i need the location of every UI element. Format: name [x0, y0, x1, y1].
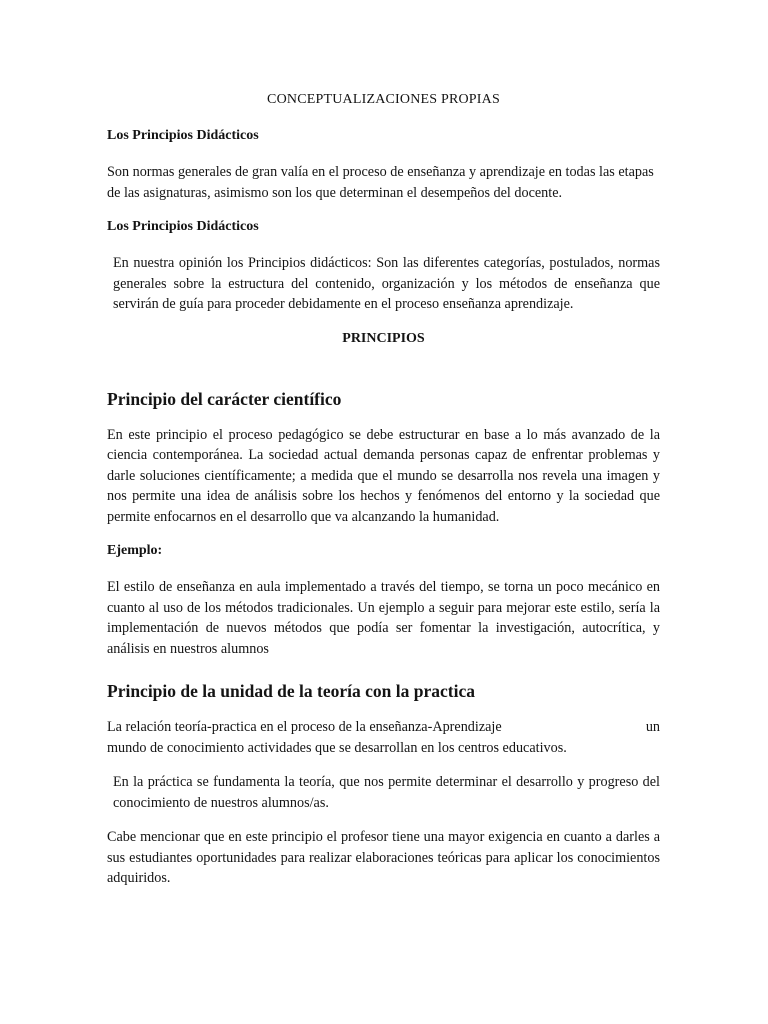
document-title: CONCEPTUALIZACIONES PROPIAS [267, 92, 500, 107]
paragraph-caracter-cientifico: En este principio el proceso pedagógico se debe estructurar en base a lo más avanzado de la ciencia contemporánea. La sociedad actual demanda personas capaz de enfrentar problemas y darle soluciones científicamente; a medida que el mundo se desarrolla nos revela una imagen y nos permite una idea de análisis sobre los hechos y fenómenos del entorno y la sociedad que permite enfocarnos en el desarrollo que va alcanzando la humanidad. [107, 426, 660, 525]
paragraph-cabe-mencionar: Cabe mencionar que en este principio el profesor tiene una mayor exigencia en cuanto a darles a sus estudiantes oportunidades para realizar elaboraciones teóricas para aplicar los conocimientos adquiridos. [107, 829, 660, 886]
section-heading-teoria-practica: Principio de la unidad de la teoría con la practica [107, 681, 475, 701]
subheading-principios-didacticos-1: Los Principios Didácticos [107, 128, 259, 143]
paragraph-practica-teoria: En la práctica se fundamenta la teoría, que nos permite determinar el desarrollo y progreso del conocimiento de nuestros alumnos/as. [113, 774, 660, 811]
document-body [107, 90, 660, 903]
line-right-text: un [645, 719, 660, 735]
example-label: Ejemplo: [107, 543, 163, 558]
spacer [107, 349, 660, 387]
line-left-text: La relación teoría-practica en el proceso de la enseñanza-Aprendizaje [107, 719, 502, 735]
paragraph-definition: Son normas generales de gran valía en el proceso de enseñanza y aprendizaje en todas las etapas de las asignaturas, asimismo son los que determinan el desempeños del docente. [107, 164, 654, 201]
paragraph-example: El estilo de enseñanza en aula implementado a través del tiempo, se torna un poco mecánico en cuanto al uso de los métodos tradicionales. Un ejemplo a seguir para mejorar este estilo, sería la implementación de nuevos métodos que podía ser fomentar la investigación, autocrítica, y análisis en nuestros alumnos [107, 579, 660, 657]
paragraph-relacion-teoria-practica [107, 717, 660, 758]
split-line [107, 717, 660, 738]
principios-label: PRINCIPIOS [342, 330, 425, 346]
subheading-principios-didacticos-2: Los Principios Didácticos [107, 219, 259, 234]
section-heading-caracter-cientifico: Principio del carácter científico [107, 388, 342, 409]
line-continuation: mundo de conocimiento actividades que se desarrollan en los centros educativos. [107, 739, 567, 756]
paragraph-opinion: En nuestra opinión los Principios didácticos: Son las diferentes categorías, postulados, normas generales sobre la estructura del contenido, organización y los métodos de enseñanza que servirán de guía para proceder debidamente en el proceso enseñanza aprendizaje. [113, 255, 660, 312]
